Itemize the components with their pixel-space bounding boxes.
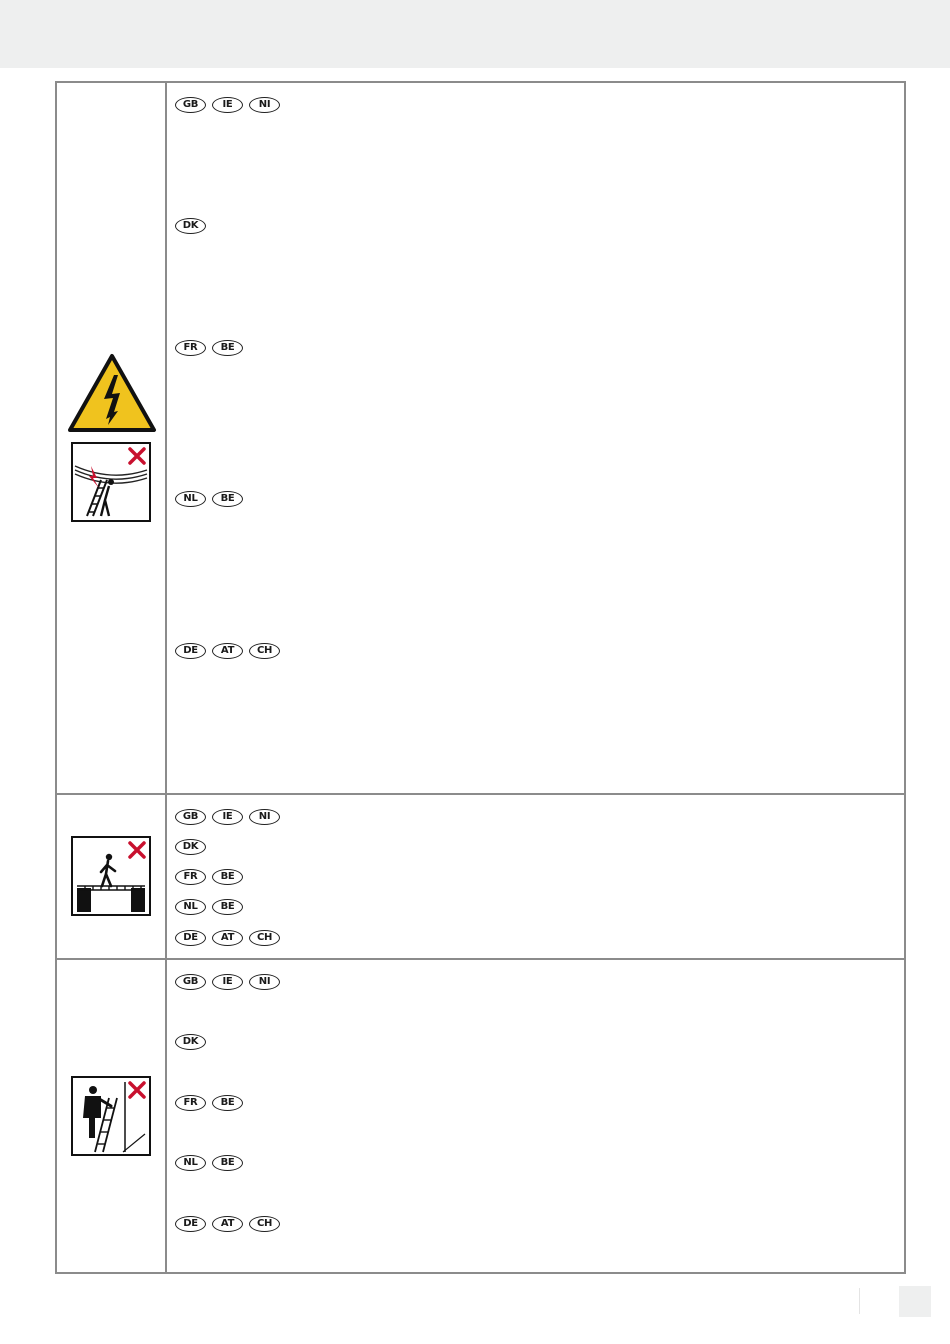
language-badge: DK [175, 218, 206, 234]
language-badge: DK [175, 1034, 206, 1050]
language-badge: AT [212, 1216, 243, 1232]
language-badge: CH [249, 930, 280, 946]
language-badge: IE [212, 809, 243, 825]
language-badge: NL [175, 491, 206, 507]
language-badge: BE [212, 899, 243, 915]
language-badge: IE [212, 97, 243, 113]
language-badge: BE [212, 869, 243, 885]
language-group-dk [175, 218, 206, 236]
language-group-fr-be [175, 869, 243, 887]
language-group-fr-be [175, 1095, 243, 1113]
language-group-nl-be [175, 899, 243, 917]
pictogram-column [57, 960, 167, 1272]
language-group-nl-be [175, 1155, 243, 1173]
language-badge: BE [212, 340, 243, 356]
language-group-de-at-ch [175, 930, 280, 948]
language-badge: GB [175, 974, 206, 990]
language-badge: GB [175, 97, 206, 113]
language-badge: NI [249, 974, 280, 990]
multilingual-text-column [167, 795, 904, 958]
language-group-de-at-ch [175, 643, 280, 661]
language-group-dk [175, 839, 206, 857]
language-group-gb-ie-ni [175, 974, 280, 992]
language-badge: FR [175, 340, 206, 356]
language-group-dk [175, 1034, 206, 1052]
language-badge: DE [175, 1216, 206, 1232]
language-badge: NI [249, 809, 280, 825]
pictogram-column [57, 795, 167, 958]
multilingual-text-column [167, 83, 904, 793]
language-badge: AT [212, 930, 243, 946]
language-badge: DK [175, 839, 206, 855]
page-number-box [899, 1286, 931, 1317]
section-no-side-climbing [57, 958, 904, 1272]
language-group-fr-be [175, 340, 243, 358]
language-group-gb-ie-ni [175, 809, 280, 827]
multilingual-text-column [167, 960, 904, 1272]
no-leaning-ladder-misuse-icon [71, 1076, 151, 1156]
language-badge: BE [212, 491, 243, 507]
language-badge: NL [175, 899, 206, 915]
safety-instruction-table [55, 81, 906, 1274]
section-electrical-hazard [57, 83, 904, 793]
section-no-bridge-use [57, 793, 904, 958]
language-group-de-at-ch [175, 1216, 280, 1234]
top-header-band [0, 0, 950, 68]
language-group-gb-ie-ni [175, 97, 280, 115]
language-badge: NI [249, 97, 280, 113]
language-badge: BE [212, 1095, 243, 1111]
language-badge: CH [249, 643, 280, 659]
language-group-nl-be [175, 491, 243, 509]
language-badge: IE [212, 974, 243, 990]
language-badge: FR [175, 869, 206, 885]
footer-divider [859, 1288, 860, 1314]
no-ladder-as-bridge-icon [71, 836, 151, 916]
language-badge: BE [212, 1155, 243, 1171]
language-badge: NL [175, 1155, 206, 1171]
language-badge: DE [175, 930, 206, 946]
language-badge: CH [249, 1216, 280, 1232]
pictogram-column [57, 83, 167, 793]
high-voltage-warning-icon [66, 353, 158, 433]
no-ladder-near-power-lines-icon [71, 442, 151, 522]
language-badge: GB [175, 809, 206, 825]
language-badge: DE [175, 643, 206, 659]
language-badge: AT [212, 643, 243, 659]
language-badge: FR [175, 1095, 206, 1111]
